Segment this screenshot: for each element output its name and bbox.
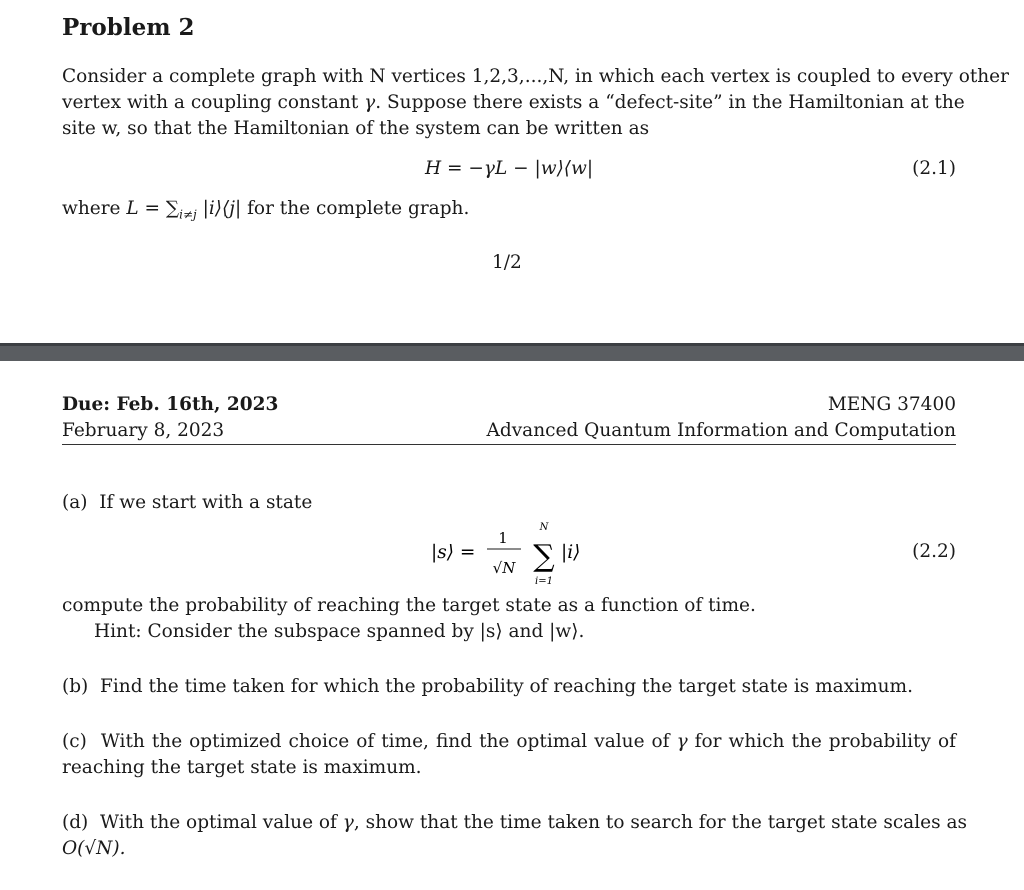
- course-name: Advanced Quantum Information and Computation: [486, 420, 956, 441]
- part-b-label: (b): [62, 676, 89, 697]
- sum-subscript: i≠j: [179, 207, 197, 222]
- part-c-line-1b: for which the probability of: [687, 731, 956, 752]
- sum-symbol: ∑: [533, 539, 555, 574]
- part-c-question: [62, 729, 956, 781]
- part-a-compute: compute the probability of reaching the target state as a function of time.: [62, 595, 756, 616]
- equation-number-2-2: (2.2): [912, 541, 956, 562]
- gamma-symbol: γ: [676, 731, 688, 752]
- eq-numerator: 1: [498, 529, 508, 547]
- laplacian-formula: L = ∑: [126, 198, 180, 219]
- hamiltonian-equation: H = −γL − |w⟩⟨w|: [425, 158, 594, 179]
- eq-rhs: |i⟩: [561, 542, 581, 563]
- course-code: MENG 37400: [827, 394, 956, 415]
- part-d-line-2: O(√N).: [62, 838, 126, 859]
- part-d-line-1b: , show that the time taken to search for the target state scales as: [353, 812, 967, 833]
- part-a-text: If we start with a state: [99, 492, 313, 513]
- page-divider-edge: [0, 343, 1024, 346]
- part-d-line-1: [62, 810, 967, 836]
- where-prefix: where: [62, 198, 127, 219]
- part-d-question: [62, 810, 967, 862]
- part-c-line-2: reaching the target state is maximum.: [62, 757, 422, 778]
- part-c-line-1: [62, 729, 956, 755]
- due-date: Due: Feb. 16th, 2023: [62, 394, 279, 415]
- sum-lower-limit: i=1: [535, 576, 553, 586]
- intro-line-3: site w, so that the Hamiltonian of the system can be written as: [62, 118, 650, 139]
- part-c-label: (c): [62, 731, 87, 752]
- gamma-symbol: γ: [342, 812, 354, 833]
- equation-number-2-1: (2.1): [912, 158, 956, 179]
- sum-upper-limit: N: [539, 522, 549, 533]
- header-rule: [62, 444, 956, 445]
- part-a-question: [62, 490, 312, 516]
- intro-line-1: Consider a complete graph with N vertices 1,2,3,...,N, in which each vertex is coupled to every other: [62, 66, 1009, 87]
- part-d-line-1a: With the optimal value of: [100, 812, 343, 833]
- part-d-label: (d): [62, 812, 89, 833]
- where-line: [62, 196, 469, 228]
- ket-bra: |i⟩⟨j|: [196, 198, 242, 219]
- part-a-hint: Hint: Consider the subspace spanned by |s⟩ and |w⟩.: [94, 621, 585, 642]
- part-b-text: Find the time taken for which the probability of reaching the target state is maximum.: [100, 676, 913, 697]
- part-c-line-1a: With the optimized choice of time, find the optimal value of: [100, 731, 677, 752]
- eq-denominator: √N: [492, 559, 516, 577]
- part-b-question: [62, 674, 913, 700]
- intro-paragraph: [62, 64, 1009, 142]
- intro-line-2: [62, 90, 965, 116]
- gamma-symbol: γ: [364, 92, 376, 113]
- intro-line-2b: . Suppose there exists a “defect-site” in the Hamiltonian at the: [375, 92, 965, 113]
- part-a-label: (a): [62, 492, 88, 513]
- state-equation: [431, 516, 631, 586]
- intro-line-2a: vertex with a coupling constant: [62, 92, 365, 113]
- eq-lhs: |s⟩ =: [431, 542, 476, 563]
- page-number: 1/2: [492, 252, 522, 273]
- where-suffix: for the complete graph.: [241, 198, 470, 219]
- problem-title: Problem 2: [62, 14, 195, 41]
- issue-date: February 8, 2023: [62, 420, 225, 441]
